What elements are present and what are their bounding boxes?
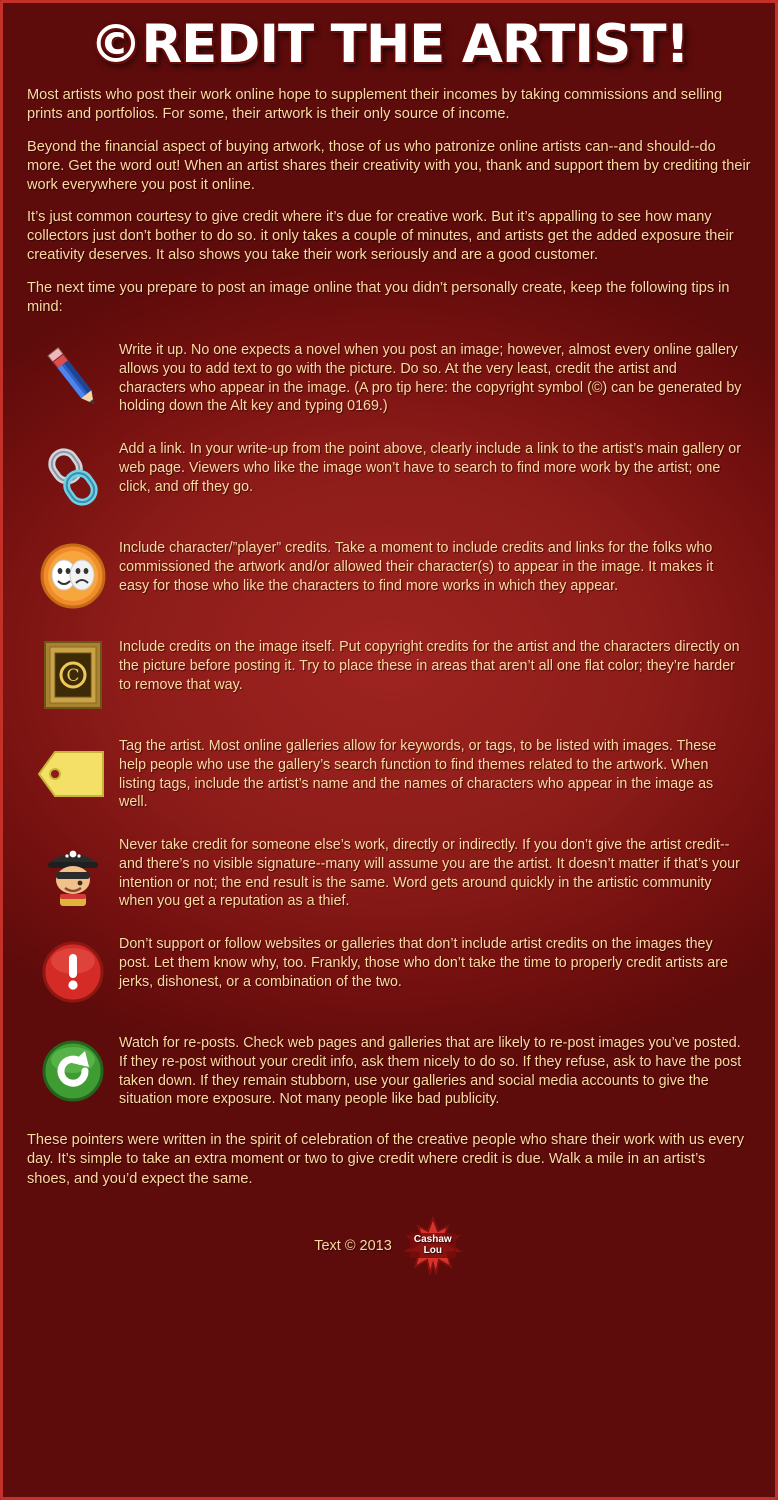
intro-paragraph-1: Most artists who post their work online hope to supplement their incomes by taking commissions and selling prints and portfolios. For some, their artwork is their only source of income. [27, 86, 723, 122]
title-block [27, 3, 751, 73]
list-item [27, 735, 751, 813]
list-item [27, 1032, 751, 1110]
list-item [27, 537, 751, 615]
copyright-text: Text © 2013 [314, 1237, 392, 1254]
link-chain-icon [27, 438, 119, 516]
logo-label [410, 1233, 456, 1258]
footer [27, 1215, 751, 1277]
tips-list [27, 339, 751, 1110]
tip-text: Add a link. In your write-up from the point above, clearly include a link to the artist’s main gallery or web page. Viewers who like the image won’t have to search to find more work by the artist; one click, and off they go. [119, 441, 741, 495]
tip-text: Never take credit for someone else’s work, directly or indirectly. If you don’t give the artist credit--and there’s no visible signature--many will assume you are the artist. It doesn’t matter if that’s your intention or not; the end result is the same. Word gets around quickly in the artistic community when you get a reputation as a thief. [119, 837, 740, 910]
pencil-icon [27, 339, 119, 417]
logo-line-2: Lou [423, 1244, 442, 1256]
theater-masks-icon [27, 537, 119, 615]
list-item [27, 339, 751, 417]
list-item [27, 933, 751, 1011]
list-item [27, 438, 751, 516]
intro-paragraph-3: It’s just common courtesy to give credit where it’s due for creative work. But it’s appalling to see how many collectors just don’t bother to do so. it only takes a couple of minutes, and artists get the added exposure their creativity deserves. It also shows you take their work seriously and are a good customer. [27, 209, 734, 264]
tip-text: Write it up. No one expects a novel when you post an image; however, almost every online gallery allows you to add text to go with the picture. Do so. At the very least, credit the artist and characters who appear in the image. (A pro tip here: the copyright symbol (©) can be generated by holding down the Alt key and typing 0169.) [119, 342, 742, 415]
intro-paragraph-2: Beyond the financial aspect of buying artwork, those of us who patronize online artists can--and should--do more. Get the word out! When an artist shares their creativity with you, thank and support them by crediting their work everywhere you post it online. [27, 138, 751, 193]
alert-exclamation-icon [27, 933, 119, 1011]
intro-section [27, 86, 751, 318]
list-item [27, 834, 751, 912]
framed-copyright-icon [27, 636, 119, 714]
logo-line-1: Cashaw [413, 1234, 452, 1246]
list-item [27, 636, 751, 714]
page-title: ©REDIT THE ARTIST! [89, 14, 689, 75]
closing-paragraph: These pointers were written in the spirit of celebration of the creative people who share their work with us every day. It’s simple to take an extra moment or two to give credit where credit is due. Walk a mile in an artist’s shoes, and you’d expect the same. [27, 1132, 745, 1187]
tip-text: Tag the artist. Most online galleries allow for keywords, or tags, to be listed with images. These help people who use the gallery’s search function to find themes related to the artwork. When listing tags, include the artist’s name and the names of characters who appear in the image as well. [119, 738, 717, 811]
refresh-arrow-icon [27, 1032, 119, 1110]
svg-text:C: C [66, 666, 80, 687]
pirate-icon [27, 834, 119, 912]
tip-text: Include character/”player” credits. Take a moment to include credits and links for the folks who commissioned the artwork and/or allowed their character(s) to appear in the image. It makes it easy for those who like the characters to find more works in which they appear. [119, 540, 714, 594]
cashaw-lou-logo [402, 1215, 464, 1277]
price-tag-icon [27, 735, 119, 813]
tip-text: Include credits on the image itself. Put copyright credits for the artist and the characters directly on the picture before posting it. Try to place these in areas that aren’t all one flat color; they’re harder to remove that way. [119, 639, 740, 693]
intro-paragraph-4: The next time you prepare to post an image online that you didn’t personally create, keep the following tips in mind: [27, 280, 730, 316]
tip-text: Watch for re-posts. Check web pages and galleries that are likely to re-post images you’ve posted. If they re-post without your credit info, ask them nicely to do so. If they refuse, ask to have the post taken down. If they remain stubborn, use your galleries and social media accounts to give the situation more exposure. Not many people like bad publicity. [119, 1035, 742, 1108]
tip-text: Don’t support or follow websites or galleries that don’t include artist credits on the images they post. Let them know why, too. Frankly, those who don’t take the time to properly credit artists are jerks, dishonest, or a combination of the two. [119, 936, 728, 990]
